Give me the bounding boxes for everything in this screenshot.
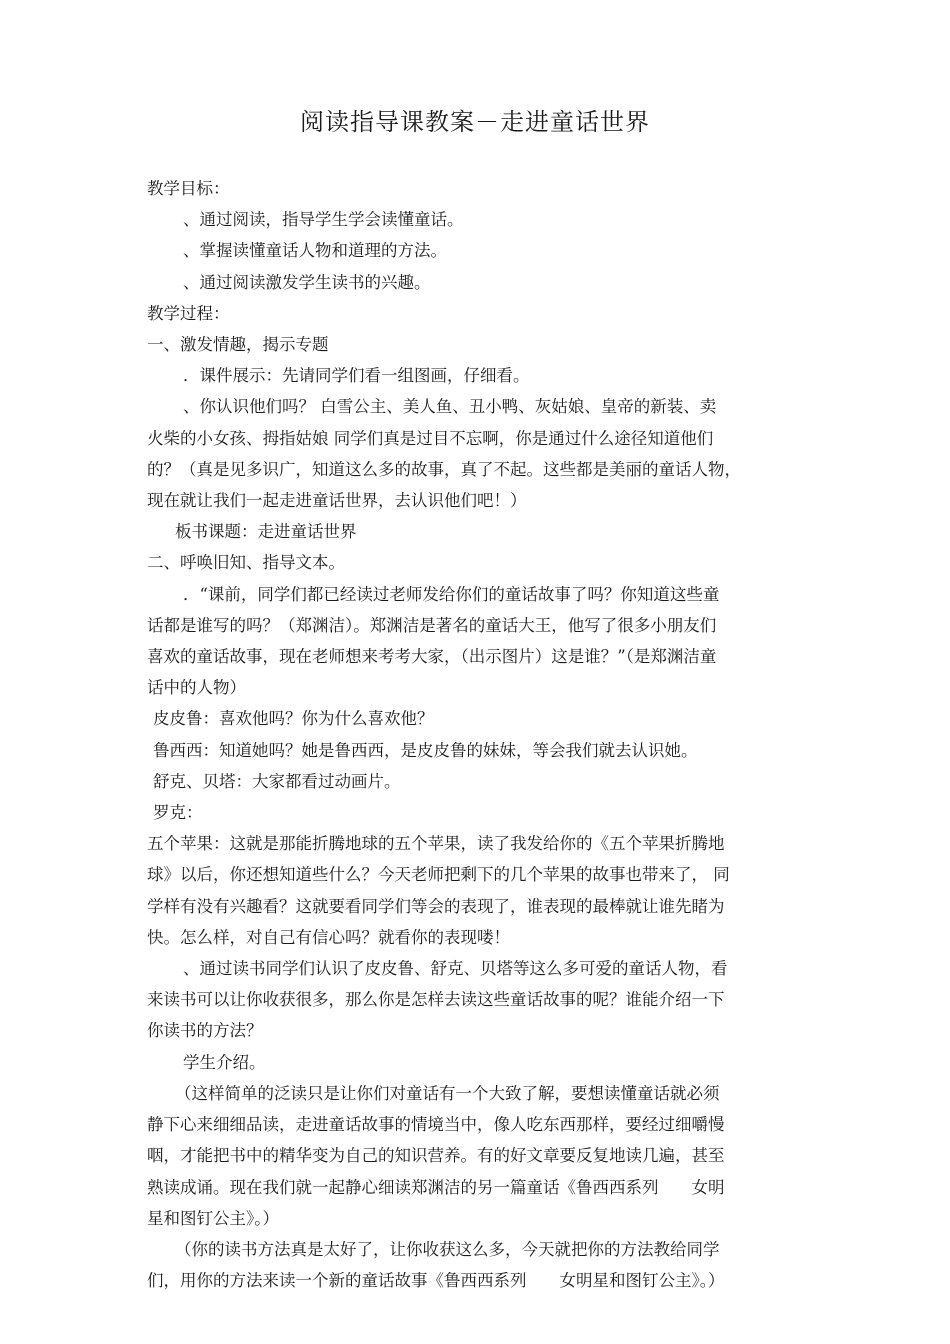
paragraph-line-p36: 们，用你的方法来读一个新的童话故事《鲁西西系列 女明星和图钉公主》。） [147,1271,725,1291]
paragraph-line-p11: 现在就让我们一起走进童话世界，去认识他们吧！） [147,491,527,511]
paragraph-line-p15: 话都是谁写的吗？（郑渊洁）。郑渊洁是著名的童话大王，他写了很多小朋友们 [147,615,717,635]
paragraph-line-p05: 教学过程： [147,303,230,323]
paragraph-line-p23: 球》以后，你还想知道些什么？今天老师把剩下的几个苹果的故事也带来了， 同 [147,865,730,885]
paragraph-line-p19: 鲁西西：知道她吗？她是鲁西西，是皮皮鲁的妹妹，等会我们就去认识她。 [153,740,698,760]
paragraph-line-p07: ．课件展示：先请同学们看一组图画，仔细看。 [183,366,530,386]
paragraph-line-p12: 板书课题：走进童话世界 [175,522,357,542]
paragraph-line-p27: 来读书可以让你收获很多，那么你是怎样去读这些童话故事的呢？谁能介绍一下 [147,990,725,1010]
document-title: 阅读指导课教案－走进童话世界 [300,108,650,136]
paragraph-line-p09: 火柴的小女孩、拇指姑娘 同学们真是过目不忘啊，你是通过什么途径知道他们 [147,428,714,448]
paragraph-line-p18: 皮皮鲁：喜欢他吗？你为什么喜欢他？ [153,709,434,729]
paragraph-line-p30: （这样简单的泛读只是让你们对童话有一个大致了解，要想读懂童话就必须 [175,1083,720,1103]
paragraph-line-p10: 的？（真是见多识广，知道这么多的故事，真了不起。这些都是美丽的童话人物， [147,459,741,479]
paragraph-line-p26: 、通过读书同学们认识了皮皮鲁、舒克、贝塔等这么多可爱的童话人物，看 [183,959,728,979]
paragraph-line-p16: 喜欢的童话故事，现在老师想来考考大家，（出示图片）这是谁？”（是郑渊洁童 [147,647,717,667]
paragraph-line-p34: 星和图钉公主》。） [147,1208,279,1228]
paragraph-line-p21: 罗克： [153,803,203,823]
document-body [147,173,807,1296]
paragraph-line-p17: 话中的人物） [147,678,246,698]
paragraph-line-p06: 一、激发情趣，揭示专题 [147,335,329,355]
paragraph-line-p32: 咽，才能把书中的精华变为自己的知识营养。有的好文章要反复地读几遍，甚至 [147,1146,725,1166]
paragraph-line-p28: 你读书的方法？ [147,1021,263,1041]
paragraph-line-p20: 舒克、贝塔：大家都看过动画片。 [153,771,401,791]
paragraph-line-p03: 、掌握读懂童话人物和道理的方法。 [183,241,447,261]
paragraph-line-p01: 教学目标： [147,179,230,198]
paragraph-line-p22: 五个苹果：这就是那能折腾地球的五个苹果，读了我发给你的《五个苹果折腾地 [147,834,725,854]
paragraph-line-p02: 、通过阅读，指导学生学会读懂童话。 [183,210,464,230]
paragraph-line-p13: 二、呼唤旧知、指导文本。 [147,553,345,573]
paragraph-line-p35: （你的读书方法真是太好了，让你收获这么多，今天就把你的方法教给同学 [175,1239,720,1259]
paragraph-line-p14: ．“课前，同学们都已经读过老师发给你们的童话故事了吗？你知道这些童 [183,584,720,604]
paragraph-line-p24: 学样有没有兴趣看？这就要看同学们等会的表现了，谁表现的最棒就让谁先睹为 [147,896,725,916]
paragraph-line-p29: 学生介绍。 [183,1052,266,1072]
paragraph-line-p08: 、你认识他们吗？ 白雪公主、美人鱼、丑小鸭、灰姑娘、皇帝的新装、卖 [183,397,717,417]
paragraph-line-p25: 快。怎么样，对自己有信心吗？就看你的表现喽！ [147,927,510,947]
paragraph-line-p31: 静下心来细细品读，走进童话故事的情境当中，像人吃东西那样，要经过细嚼慢 [147,1115,725,1135]
paragraph-line-p04: 、通过阅读激发学生读书的兴趣。 [183,272,431,292]
paragraph-line-p33: 熟读成诵。现在我们就一起静心细读郑渊洁的另一篇童话《鲁西西系列 女明 [147,1177,725,1197]
